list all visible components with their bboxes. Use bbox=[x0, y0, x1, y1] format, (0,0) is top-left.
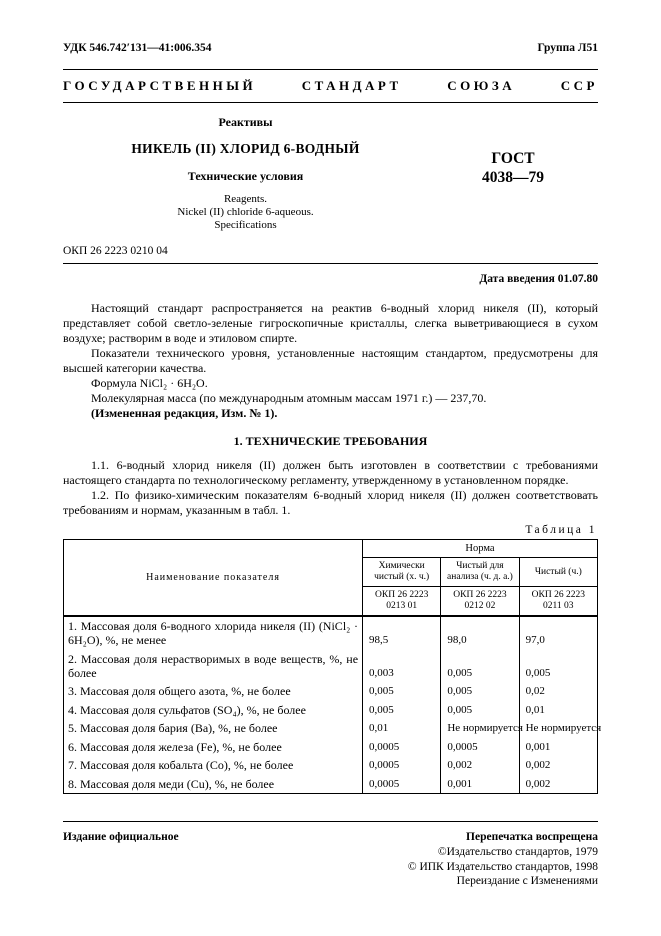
effective-date: Дата введения 01.07.80 bbox=[479, 273, 598, 285]
state-standard-banner-text: ГОСУДАРСТВЕННЫЙ СТАНДАРТ СОЮЗА ССР bbox=[63, 78, 598, 93]
footer-line bbox=[63, 831, 598, 843]
indicator-value: 0,02 bbox=[519, 682, 597, 701]
clause-1-1: 1.1. 6-водный хлорид никеля (II) должен быть изготовлен в соответствии с требованиями настоящего стандарта по технологическому регламенту, утвержденному в установленном порядке. bbox=[63, 458, 598, 487]
indicator-value: 0,001 bbox=[519, 738, 597, 757]
section-1-heading: 1. ТЕХНИЧЕСКИЕ ТРЕБОВАНИЯ bbox=[233, 434, 428, 448]
copyright-1979: ©Издательство стандартов, 1979 bbox=[437, 846, 598, 858]
indicator-value: 0,002 bbox=[519, 775, 597, 794]
indicator-value: 0,005 bbox=[441, 682, 519, 701]
indicator-name: 5. Массовая доля бария (Ba), %, не более bbox=[64, 719, 363, 738]
indicator-value: 0,005 bbox=[363, 682, 441, 701]
indicator-value: 0,003 bbox=[363, 650, 441, 683]
category-label: Реактивы bbox=[218, 115, 273, 129]
indicator-value: Не нормируется bbox=[441, 719, 519, 738]
table-row bbox=[64, 719, 598, 738]
molecular-mass-paragraph: Молекулярная масса (по международным атомным массам 1971 г.) — 237,70. bbox=[91, 391, 487, 405]
indicator-value: 0,0005 bbox=[441, 738, 519, 757]
column-header-okp-3: ОКП 26 2223 0211 03 bbox=[519, 587, 597, 617]
indicator-name: 2. Массовая доля нерастворимых в воде веществ, %, не более bbox=[64, 650, 363, 683]
indicator-value: 97,0 bbox=[519, 616, 597, 650]
indicator-name: 8. Массовая доля меди (Cu), %, не более bbox=[64, 775, 363, 794]
table-row bbox=[64, 738, 598, 757]
column-header-indicator-name: Наименование показателя bbox=[64, 540, 363, 617]
okp-code: ОКП 26 2223 0210 04 bbox=[63, 245, 168, 257]
table-row bbox=[64, 775, 598, 794]
indicator-value: 98,0 bbox=[441, 616, 519, 650]
english-title-line-1: Reagents. bbox=[223, 193, 268, 205]
english-title-block bbox=[63, 193, 428, 232]
indicator-name: 6. Массовая доля железа (Fe), %, не более bbox=[64, 738, 363, 757]
reprint-prohibited-label: Перепечатка воспрещена bbox=[466, 831, 598, 843]
reissue-note: Переиздание с Изменениями bbox=[456, 875, 598, 887]
indicator-value: 0,001 bbox=[441, 775, 519, 794]
clause-1-2: 1.2. По физико-химическим показателям 6-водный хлорид никеля (II) должен соответствовать требованиям и нормам, указанным в табл. 1. bbox=[63, 488, 598, 517]
indicator-value: 0,005 bbox=[363, 701, 441, 720]
requirements-table bbox=[63, 539, 602, 794]
english-title-line-3: Specifications bbox=[214, 219, 277, 231]
document-subtitle: Технические условия bbox=[187, 169, 304, 183]
indicator-value: 0,01 bbox=[519, 701, 597, 720]
indicator-name: 7. Массовая доля кобальта (Co), %, не более bbox=[64, 756, 363, 775]
indicator-value: 0,005 bbox=[441, 650, 519, 683]
table-row bbox=[64, 701, 598, 720]
title-block bbox=[63, 115, 598, 232]
gost-designation-block bbox=[428, 115, 598, 187]
state-standard-banner bbox=[63, 69, 598, 103]
indicator-value: 0,002 bbox=[441, 756, 519, 775]
column-header-grade-1: Химически чистый (х. ч.) bbox=[363, 558, 441, 587]
document-title: НИКЕЛЬ (II) ХЛОРИД 6-ВОДНЫЙ bbox=[131, 141, 360, 156]
intro-paragraph-quality: Показатели технического уровня, установленные настоящим стандартом, предусмотрены для высшей категории качества. bbox=[63, 346, 598, 375]
group-code: Группа Л51 bbox=[537, 42, 598, 54]
table-row bbox=[64, 682, 598, 701]
indicator-value: 0,002 bbox=[519, 756, 597, 775]
indicator-value: 0,0005 bbox=[363, 756, 441, 775]
footer-divider bbox=[63, 821, 598, 822]
column-header-okp-1: ОКП 26 2223 0213 01 bbox=[363, 587, 441, 617]
table-row bbox=[64, 756, 598, 775]
header-divider bbox=[63, 263, 598, 264]
title-column bbox=[63, 115, 428, 232]
indicator-name: 1. Массовая доля 6-водного хлорида никеля (II) (NiCl₂ · 6H₂O), %, не менее bbox=[64, 616, 363, 650]
table-row bbox=[64, 616, 598, 650]
gost-number: 4038—79 bbox=[482, 169, 544, 186]
indicator-value: 0,005 bbox=[441, 701, 519, 720]
table-caption: Таблица 1 bbox=[525, 524, 597, 536]
udk-code: УДК 546.742′131—41:006.354 bbox=[63, 42, 212, 54]
amendment-note: (Измененная редакция, Изм. № 1). bbox=[91, 406, 278, 420]
indicator-value: 98,5 bbox=[363, 616, 441, 650]
column-header-okp-2: ОКП 26 2223 0212 02 bbox=[441, 587, 519, 617]
indicator-value: 0,01 bbox=[363, 719, 441, 738]
indicator-value: 0,0005 bbox=[363, 775, 441, 794]
table-row bbox=[64, 650, 598, 683]
table-body bbox=[64, 616, 602, 794]
english-title-line-2: Nickel (II) chloride 6-aqueous. bbox=[177, 206, 314, 218]
copyright-1998: © ИПК Издательство стандартов, 1998 bbox=[407, 860, 598, 873]
formula-paragraph: Формула NiCl₂ · 6H₂O. bbox=[91, 376, 208, 390]
column-header-grade-3: Чистый (ч.) bbox=[519, 558, 597, 587]
indicator-value: 0,005 bbox=[519, 650, 597, 683]
indicator-value: 0,0005 bbox=[363, 738, 441, 757]
indicator-name: 4. Массовая доля сульфатов (SO₄), %, не более bbox=[64, 701, 363, 720]
column-header-grade-2: Чистый для анализа (ч. д. а.) bbox=[441, 558, 519, 587]
official-edition-label: Издание официальное bbox=[63, 831, 179, 843]
table-header-row-norm bbox=[64, 540, 598, 558]
indicator-value: Не нормируется bbox=[519, 719, 597, 738]
column-header-norm: Норма bbox=[363, 540, 598, 558]
table-header bbox=[64, 540, 598, 617]
top-reference-line bbox=[63, 42, 598, 54]
indicator-name: 3. Массовая доля общего азота, %, не более bbox=[64, 682, 363, 701]
intro-paragraph-scope: Настоящий стандарт распространяется на реактив 6-водный хлорид никеля (II), который представляет собой светло-зеленые гигроскопичные кристаллы, слегка выветривающиеся в сухом воздухе; растворим в воде и этиловом спирте. bbox=[63, 301, 598, 345]
gost-label: ГОСТ bbox=[491, 150, 535, 167]
copyright-block bbox=[63, 845, 598, 889]
